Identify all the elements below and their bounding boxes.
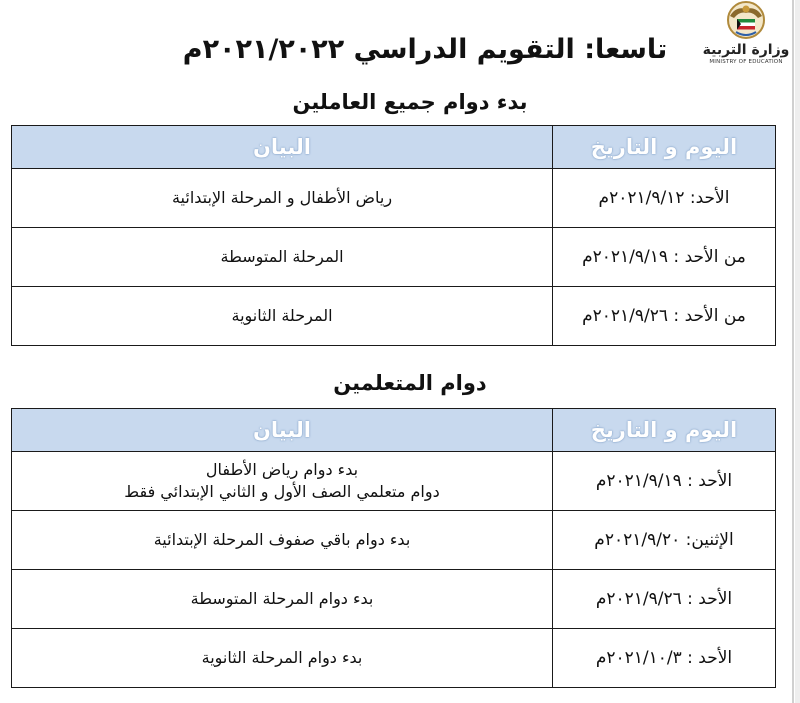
row-date: الأحد : ٢٠٢١/١٠/٣م — [553, 629, 776, 688]
page-edge — [792, 0, 794, 703]
table-header-row — [12, 126, 776, 169]
row-description — [12, 228, 553, 287]
description-line: رياض الأطفال و المرحلة الإبتدائية — [171, 188, 393, 207]
row-description — [12, 169, 553, 228]
table-row — [12, 169, 776, 228]
page-edge-shadow — [795, 0, 800, 703]
students-schedule-table — [11, 408, 776, 688]
row-date: الأحد: ٢٠٢١/٩/١٢م — [553, 169, 776, 228]
description-line: بدء دوام باقي صفوف المرحلة الإبتدائية — [153, 530, 411, 549]
description-line: بدء دوام المرحلة المتوسطة — [190, 589, 374, 608]
column-header-description: البيان — [12, 409, 553, 452]
section-title-staff: بدء دوام جميع العاملين — [292, 90, 528, 114]
page-title: تاسعا: التقويم الدراسي ٢٠٢١/٢٠٢٢م — [182, 34, 668, 65]
staff-schedule-table — [11, 125, 776, 346]
table-row — [12, 511, 776, 570]
description-line: المرحلة الثانوية — [231, 306, 333, 325]
row-date: من الأحد : ٢٠٢١/٩/١٩م — [553, 228, 776, 287]
kuwait-emblem-icon — [724, 0, 768, 42]
row-date: من الأحد : ٢٠٢١/٩/٢٦م — [553, 287, 776, 346]
row-date: الأحد : ٢٠٢١/٩/١٩م — [553, 452, 776, 511]
row-description — [12, 511, 553, 570]
row-date: الإثنين: ٢٠٢١/٩/٢٠م — [553, 511, 776, 570]
ministry-name-en: MINISTRY OF EDUCATION — [709, 59, 783, 65]
description-line: دوام متعلمي الصف الأول و الثاني الإبتدائي فقط — [124, 482, 440, 501]
row-description — [12, 629, 553, 688]
ministry-name-ar: وزارة التربية — [702, 42, 790, 58]
description-line: بدء دوام رياض الأطفال — [205, 460, 359, 479]
table-row — [12, 570, 776, 629]
row-description — [12, 570, 553, 629]
table-header-row — [12, 409, 776, 452]
table-row — [12, 228, 776, 287]
description-line: بدء دوام المرحلة الثانوية — [201, 648, 363, 667]
table-row — [12, 287, 776, 346]
ministry-logo — [696, 0, 796, 86]
section-title-students: دوام المتعلمين — [333, 371, 487, 395]
column-header-date: اليوم و التاريخ — [553, 126, 776, 169]
table-row — [12, 452, 776, 511]
table-row — [12, 629, 776, 688]
column-header-description: البيان — [12, 126, 553, 169]
row-description — [12, 287, 553, 346]
description-line: المرحلة المتوسطة — [220, 247, 344, 266]
row-date: الأحد : ٢٠٢١/٩/٢٦م — [553, 570, 776, 629]
column-header-date: اليوم و التاريخ — [553, 409, 776, 452]
row-description — [12, 452, 553, 511]
